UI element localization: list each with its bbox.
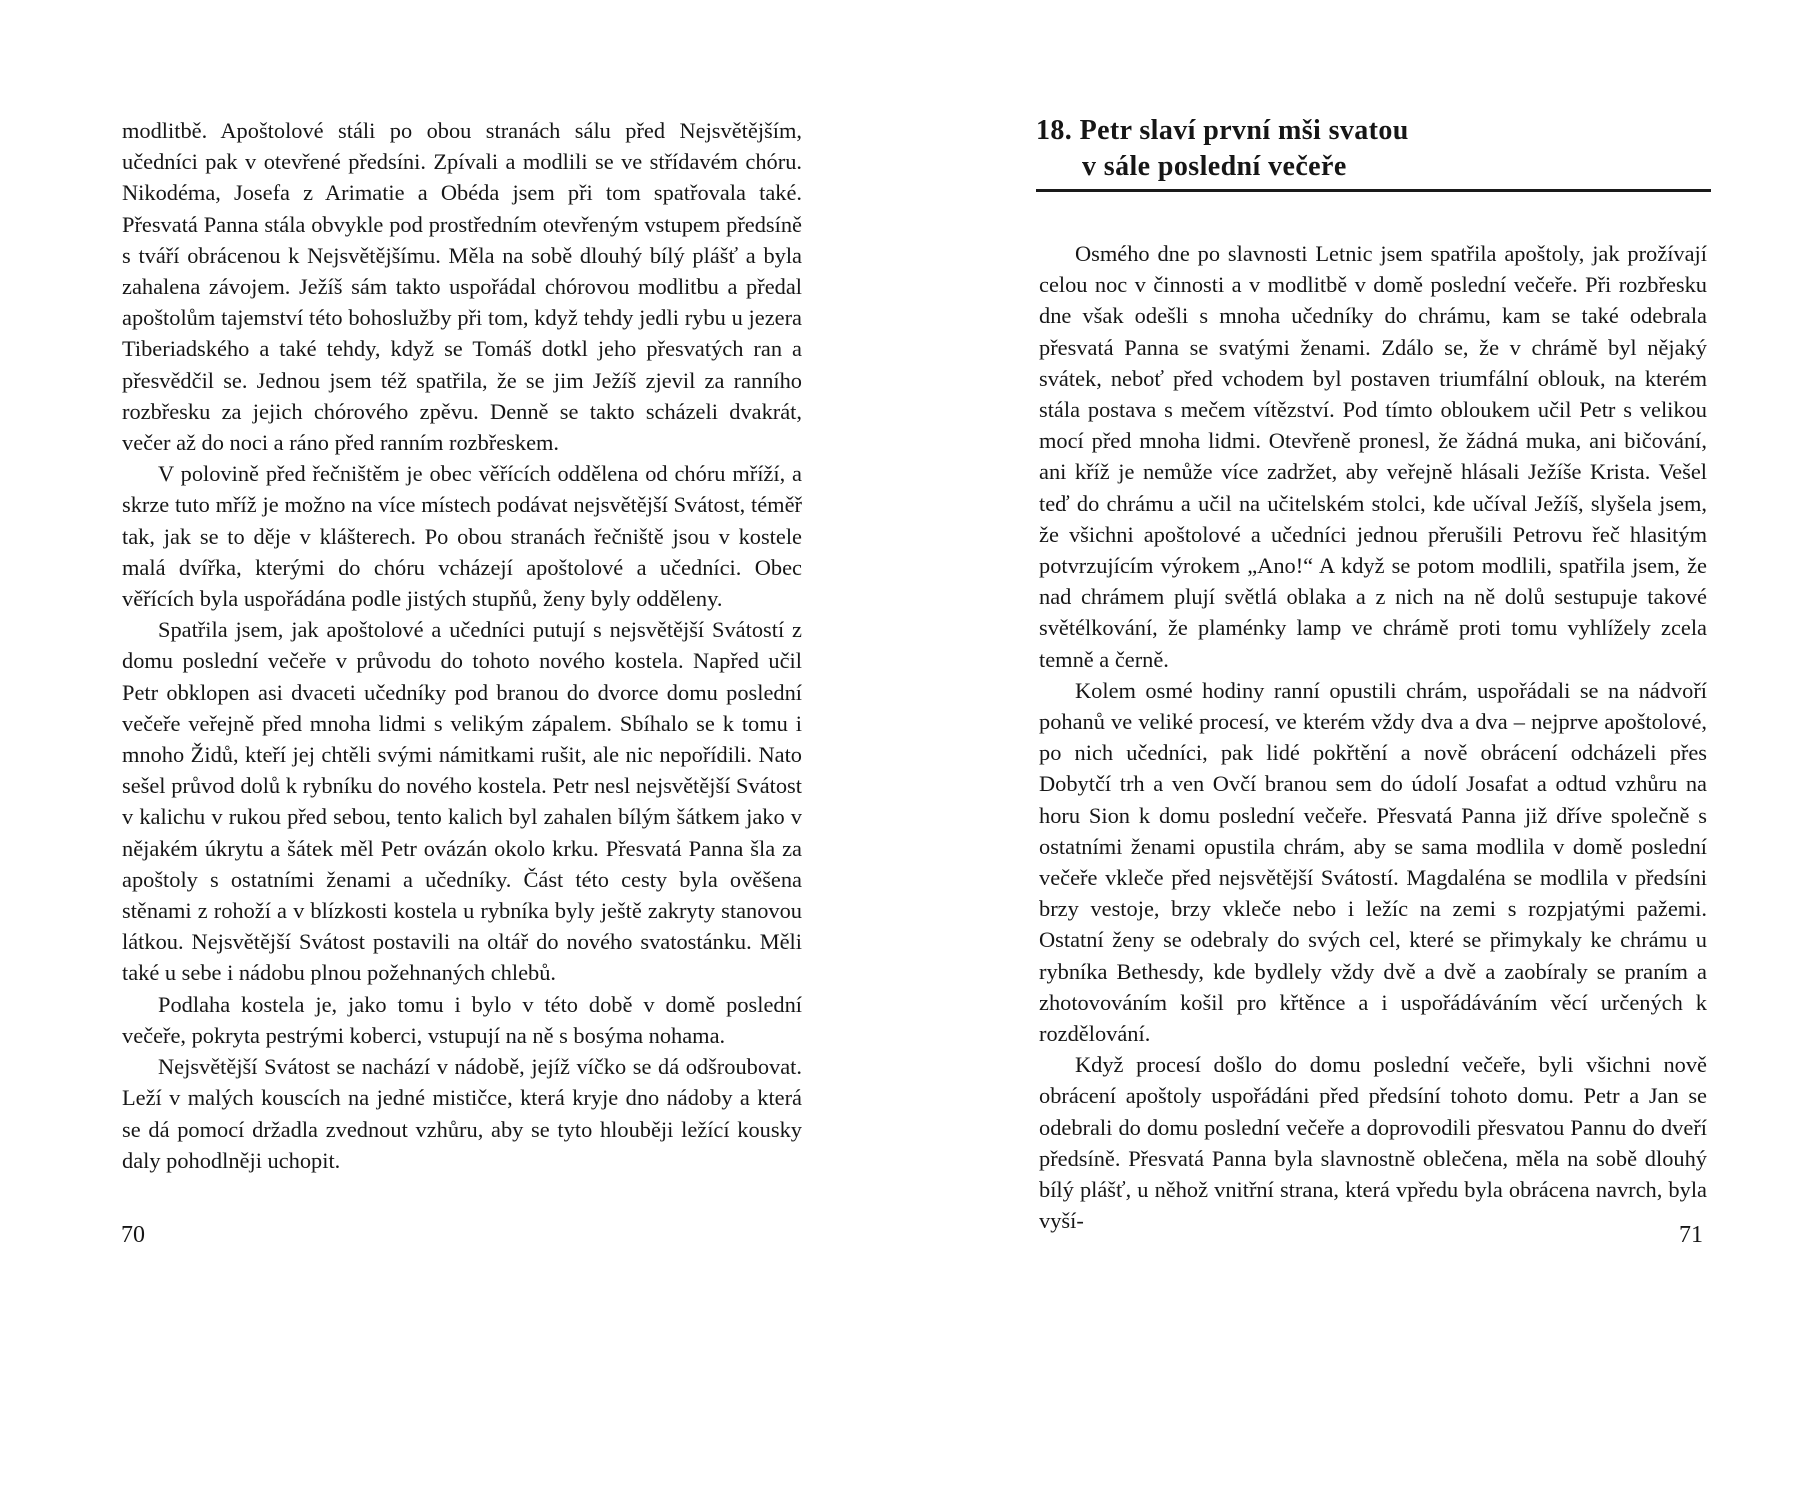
- left-paragraph-1: modlitbě. Apoštolové stáli po obou stranách sálu před Nejsvětějším, učedníci pak v otevřené předsíni. Zpívali a modlili se ve střídavém chóru. Nikodéma, Josefa z Arimatie a Obéda jsem při tom spatřovala také. Přesvatá Panna stála obvykle pod prostředním otevřeným vstupem předsíně s tváří obrácenou k Nejsvětějšímu. Měla na sobě dlouhý bílý plášť a byla zahalena závojem. Ježíš sám takto uspořádal chórovou modlitbu a předal apoštolům tajemství této bohoslužby při tom, když tehdy jedli rybu u jezera Tiberiadského a také tehdy, když se Tomáš dotkl jeho přesvatých ran a přesvědčil se. Jednou jsem též spatřila, že se jim Ježíš zjevil za ranního rozbřesku za jejich chórového zpěvu. Denně se takto scházeli dvakrát, večer až do noci a ráno před ranním rozbřeskem.: [122, 118, 802, 456]
- right-paragraph-1: Osmého dne po slavnosti Letnic jsem spatřila apoštoly, jak prožívají celou noc v činnosti a v modlitbě v domě poslední večeře. Při rozbřesku dne však odešli s mnoha učedníky do chrámu, kam se také odebrala přesvatá Panna se svatými ženami. Zdálo se, že v chrámě byl nějaký svátek, neboť před vchodem byl postaven triumfální oblouk, na kterém stála postava s mečem vítězství. Pod tímto obloukem učil Petr s velikou mocí před mnoha lidmi. Otevřeně pronesl, že žádná muka, ani bičování, ani kříž je nemůže více zadržet, aby veřejně hlásali Ježíše Krista. Vešel teď do chrámu a učil na učitelském stolci, kde učíval Ježíš, slyšela jsem, že všichni apoštolové a učedníci jednou přerušili Petrovu řeč hlasitým potvrzujícím výrokem „Ano!“ A když se potom modlili, spatřila jsem, že nad chrámem plují světlá oblaka a z nich na ně dolů sestupuje takové světélkování, že plaménky lamp ve chrámě proti tomu vyhlížely zcela temně a černě.: [1039, 241, 1707, 672]
- left-page-number: 70: [121, 1222, 145, 1248]
- left-paragraph-2: V polovině před řečništěm je obec věřících oddělena od chóru mříží, a skrze tuto mříž je možno na více místech podávat nejsvětější Svátost, téměř tak, jak se to děje v klášterech. Po obou stranách řečniště jsou v kostele malá dvířka, kterými do chóru vcházejí apoštolové a učedníci. Obec věřících byla uspořádána podle jistých stupňů, ženy byly odděleny.: [122, 461, 802, 612]
- right-page-text: [1039, 238, 1707, 1237]
- heading-rule: [1036, 189, 1711, 192]
- right-page: [909, 0, 1818, 1500]
- left-paragraph-3: Spatřila jsem, jak apoštolové a učedníci putují s nejsvětější Svátostí z domu poslední večeře v průvodu do tohoto nového kostela. Napřed učil Petr obklopen asi dvaceti učedníky pod branou do dvorce domu poslední večeře veřejně před mnoha lidmi s velikým zápalem. Sbíhalo se k tomu i mnoho Židů, kteří jej chtěli svými námitkami rušit, ale nic nepořídili. Nato sešel průvod dolů k rybníku do nového kostela. Petr nesl nejsvětější Svátost v kalichu v rukou před sebou, tento kalich byl zahalen bílým šátkem jako v nějakém úkrytu a šátek měl Petr ovázán okolo krku. Přesvatá Panna šla za apoštoly s ostatními ženami a učedníky. Část této cesty byla ověšena stěnami z rohoží a v blízkosti kostela u rybníka byly ještě zakryty stanovou látkou. Nejsvětější Svátost postavili na oltář do nového svatostánku. Měli také u sebe i nádobu plnou požehnaných chlebů.: [122, 617, 802, 986]
- chapter-heading: [1036, 113, 1711, 185]
- right-paragraph-2: Kolem osmé hodiny ranní opustili chrám, uspořádali se na nádvoří pohanů ve veliké procesí, ve kterém vždy dva a dva – nejprve apoštolové, po nich učedníci, pak lidé pokřtění a nově obrácení odcházeli přes Dobytčí trh a ven Ovčí branou sem do údolí Josafat a odtud vzhůru na horu Sion k domu poslední večeře. Přesvatá Panna již dříve společně s ostatními ženami opustila chrám, aby se sama modlila v domě poslední večeře vkleče před nejsvětější Svátostí. Magdaléna se modlila v předsíni brzy vestoje, brzy vkleče nebo i ležíc na zemi s rozpjatými pažemi. Ostatní ženy se odebraly do svých cel, které se přimykaly ke chrámu u rybníka Bethesdy, kde bydlely vždy dvě a dvě a zaobíraly se praním a zhotovováním košil pro křtěnce a i uspořádáváním věcí určených k rozdělování.: [1039, 677, 1707, 1047]
- right-paragraph-3: Když procesí došlo do domu poslední večeře, byli všichni nově obrácení apoštoly uspořádáni před předsíní tohoto domu. Petr a Jan se odebrali do domu poslední večeře a doprovodili přesvatou Pannu do dveří předsíně. Přesvatá Panna byla slavnostně oblečena, měla na sobě dlouhý bílý plášť, u něhož vnitřní strana, která vpředu byla obrácena navrch, byla vyší-: [1039, 1052, 1707, 1234]
- left-paragraph-5: Nejsvětější Svátost se nachází v nádobě, jejíž víčko se dá odšroubovat. Leží v malých kouscích na jedné mističce, která kryje dno nádoby a která se dá pomocí držadla zvednout vzhůru, aby se tyto hlouběji ležící kousky daly pohodlněji uchopit.: [122, 1054, 802, 1173]
- right-page-number: 71: [1679, 1222, 1703, 1248]
- chapter-title-line-1: 18. Petr slaví první mši svatou: [1036, 115, 1409, 146]
- left-page-text: [122, 115, 802, 1176]
- left-paragraph-4: Podlaha kostela je, jako tomu i bylo v této době v domě poslední večeře, pokryta pestrými koberci, vstupují na ně s bosýma nohama.: [122, 991, 802, 1048]
- chapter-title-line-2: v sále poslední večeře: [1082, 151, 1347, 182]
